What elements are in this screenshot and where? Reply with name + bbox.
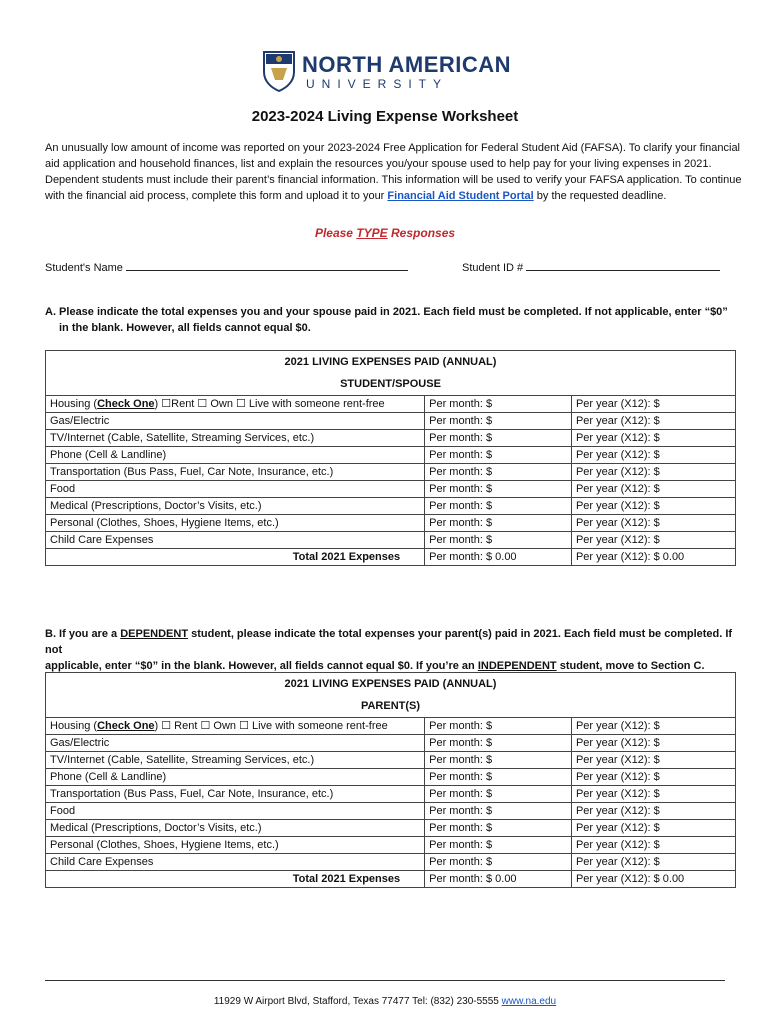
table-row [46, 752, 736, 769]
section-b-text: applicable, enter “$0” in the blank. However, all fields cannot equal $0. If you’re an [45, 660, 478, 672]
check-one-label: Check One [97, 398, 155, 410]
student-name-field[interactable] [45, 260, 408, 274]
per-month-cell[interactable]: Per month: $ [425, 735, 572, 752]
per-year-cell[interactable]: Per year (X12): $ [571, 464, 735, 481]
table-row [46, 735, 736, 752]
section-b-heading [45, 626, 735, 674]
section-b-text: student, please indicate the total expenses your parent(s) paid in 2021. Each field must be completed. If not [45, 628, 733, 656]
housing-options[interactable]: ) ☐Rent ☐ Own ☐ Live with someone rent-free [154, 398, 385, 410]
housing-options[interactable]: ) ☐ Rent ☐ Own ☐ Live with someone rent-free [154, 720, 388, 732]
per-month-cell[interactable]: Per month: $ [425, 769, 572, 786]
housing-label [46, 396, 425, 413]
per-year-cell[interactable]: Per year (X12): $ [571, 735, 735, 752]
expense-label: Transportation (Bus Pass, Fuel, Car Note, Insurance, etc.) [46, 464, 425, 481]
student-id-label: Student ID # [462, 262, 524, 274]
per-month-cell[interactable]: Per month: $ [425, 820, 572, 837]
per-year-cell[interactable]: Per year (X12): $ [571, 447, 735, 464]
table-title: 2021 LIVING EXPENSES PAID (ANNUAL) [46, 351, 736, 374]
per-month-cell[interactable]: Per month: $ [425, 532, 572, 549]
independent-emphasis: INDEPENDENT [477, 660, 557, 672]
website-link[interactable]: www.na.edu [501, 996, 557, 1007]
student-id-blank[interactable] [526, 260, 720, 271]
financial-aid-portal-link[interactable]: Financial Aid Student Portal [387, 190, 534, 202]
intro-text-end: by the requested deadline. [536, 190, 667, 202]
total-row [46, 871, 736, 888]
dependent-emphasis: DEPENDENT [120, 628, 189, 640]
table-row [46, 786, 736, 803]
per-year-cell[interactable]: Per year (X12): $ [571, 515, 735, 532]
table-row [46, 413, 736, 430]
expense-label: Medical (Prescriptions, Doctor’s Visits, etc.) [46, 820, 425, 837]
per-year-cell[interactable]: Per year (X12): $ [571, 498, 735, 515]
per-month-cell[interactable]: Per month: $ [425, 515, 572, 532]
shield-crest-icon [262, 50, 296, 92]
per-year-cell[interactable]: Per year (X12): $ [571, 430, 735, 447]
table-row [46, 430, 736, 447]
table-row [46, 515, 736, 532]
expense-label: Personal (Clothes, Shoes, Hygiene Items, etc.) [46, 515, 425, 532]
parent-expenses-table [45, 672, 736, 888]
per-year-cell[interactable]: Per year (X12): $ [571, 820, 735, 837]
table-row [46, 396, 736, 413]
type-responses-notice [0, 226, 770, 240]
per-month-cell[interactable]: Per month: $ [425, 786, 572, 803]
footer-divider [45, 980, 725, 981]
total-label: Total 2021 Expenses [46, 871, 425, 888]
student-expenses-table [45, 350, 736, 566]
per-month-cell[interactable]: Per month: $ [425, 854, 572, 871]
per-year-cell[interactable]: Per year (X12): $ [571, 752, 735, 769]
per-month-cell[interactable]: Per month: $ [425, 498, 572, 515]
per-month-cell[interactable]: Per month: $ [425, 481, 572, 498]
table-row [46, 769, 736, 786]
per-year-cell[interactable]: Per year (X12): $ [571, 769, 735, 786]
per-month-cell[interactable]: Per month: $ [425, 837, 572, 854]
per-month-cell[interactable]: Per month: $ [425, 413, 572, 430]
table-row [46, 837, 736, 854]
intro-paragraph [45, 140, 757, 204]
table-row [46, 447, 736, 464]
table-row [46, 481, 736, 498]
expense-label: Food [46, 481, 425, 498]
table-row [46, 854, 736, 871]
table-title: 2021 LIVING EXPENSES PAID (ANNUAL) [46, 673, 736, 696]
notice-emphasis: TYPE [356, 226, 388, 240]
housing-prefix: Housing ( [50, 398, 98, 410]
total-per-month: Per month: $ 0.00 [425, 549, 572, 566]
total-row [46, 549, 736, 566]
per-month-cell[interactable]: Per month: $ [425, 464, 572, 481]
intro-text: An unusually low amount of income was reported on your 2023-2024 Free Application for Federal Student Aid (FAFSA). To clarify your financial aid application and household finances, list and explain the resources you/your spouse used to help pay for your living expenses in 2021. Dependent students must include their parent’s financial information. This information will be used to verify your FAFSA application. To continue with the financial aid process, complete this form and upload it to your [45, 142, 742, 202]
expense-label: Child Care Expenses [46, 854, 425, 871]
total-per-month: Per month: $ 0.00 [425, 871, 572, 888]
student-name-blank[interactable] [126, 260, 408, 271]
expense-label: Medical (Prescriptions, Doctor’s Visits, etc.) [46, 498, 425, 515]
table-row [46, 820, 736, 837]
per-year-cell[interactable]: Per year (X12): $ [571, 396, 735, 413]
table-group-label: PARENT(S) [46, 695, 736, 718]
notice-text: Please [314, 226, 353, 240]
per-month-cell[interactable]: Per month: $ [425, 752, 572, 769]
table-row [46, 718, 736, 735]
table-row [46, 532, 736, 549]
logo-subtitle: UNIVERSITY [306, 77, 449, 91]
per-month-cell[interactable]: Per month: $ [425, 430, 572, 447]
section-a-line1: A. Please indicate the total expenses you and your spouse paid in 2021. Each field must be completed. If not applicable, enter “$0” [45, 306, 728, 318]
housing-label [46, 718, 425, 735]
footer [0, 996, 770, 1007]
expense-label: Child Care Expenses [46, 532, 425, 549]
per-year-cell[interactable]: Per year (X12): $ [571, 532, 735, 549]
total-per-year: Per year (X12): $ 0.00 [571, 871, 735, 888]
expense-label: TV/Internet (Cable, Satellite, Streaming Services, etc.) [46, 752, 425, 769]
section-b-text: B. If you are a [45, 628, 121, 640]
expense-label: Gas/Electric [46, 735, 425, 752]
expense-label: Gas/Electric [46, 413, 425, 430]
housing-prefix: Housing ( [50, 720, 98, 732]
notice-text-end: Responses [391, 226, 456, 240]
per-month-cell[interactable]: Per month: $ [425, 396, 572, 413]
page-title: 2023-2024 Living Expense Worksheet [251, 108, 519, 125]
per-year-cell[interactable]: Per year (X12): $ [571, 803, 735, 820]
section-b-text: student, move to Section C. [556, 660, 705, 672]
student-id-field[interactable] [462, 260, 720, 274]
section-b-line1 [45, 626, 735, 658]
expense-label: Personal (Clothes, Shoes, Hygiene Items, etc.) [46, 837, 425, 854]
expense-label: Food [46, 803, 425, 820]
expense-label: Phone (Cell & Landline) [46, 447, 425, 464]
table-row [46, 464, 736, 481]
table-group-label: STUDENT/SPOUSE [46, 373, 736, 396]
per-year-cell[interactable]: Per year (X12): $ [571, 786, 735, 803]
section-a-line2: in the blank. However, all fields cannot equal $0. [59, 322, 311, 334]
total-per-year: Per year (X12): $ 0.00 [571, 549, 735, 566]
per-year-cell[interactable]: Per year (X12): $ [571, 413, 735, 430]
logo-name: NORTH AMERICAN [302, 52, 512, 77]
table-row [46, 498, 736, 515]
expense-label: Transportation (Bus Pass, Fuel, Car Note, Insurance, etc.) [46, 786, 425, 803]
per-year-cell[interactable]: Per year (X12): $ [571, 718, 735, 735]
expense-label: TV/Internet (Cable, Satellite, Streaming Services, etc.) [46, 430, 425, 447]
per-month-cell[interactable]: Per month: $ [425, 803, 572, 820]
expense-label: Phone (Cell & Landline) [46, 769, 425, 786]
per-year-cell[interactable]: Per year (X12): $ [571, 854, 735, 871]
total-label: Total 2021 Expenses [46, 549, 425, 566]
university-logo [262, 50, 512, 94]
per-month-cell[interactable]: Per month: $ [425, 718, 572, 735]
table-row [46, 803, 736, 820]
per-month-cell[interactable]: Per month: $ [425, 447, 572, 464]
footer-address: 11929 W Airport Blvd, Stafford, Texas 77477 Tel: (832) 230-5555 [213, 996, 499, 1007]
per-year-cell[interactable]: Per year (X12): $ [571, 481, 735, 498]
check-one-label: Check One [97, 720, 155, 732]
student-name-label: Student's Name [45, 262, 123, 274]
section-a-heading [45, 304, 735, 336]
per-year-cell[interactable]: Per year (X12): $ [571, 837, 735, 854]
